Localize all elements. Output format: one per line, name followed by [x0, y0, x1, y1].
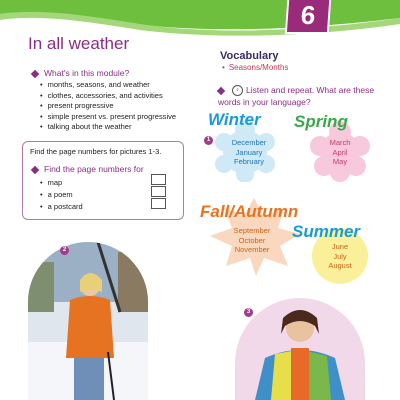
summer-months — [312, 242, 368, 271]
winter-months — [218, 138, 280, 167]
summer-word: Summer — [292, 222, 361, 241]
find-intro: Find the page numbers for pictures 1-3. — [30, 147, 162, 156]
diamond-bullet-icon — [217, 87, 225, 95]
fall-months — [220, 226, 284, 255]
photo-skier — [28, 242, 148, 400]
winter-word: Winter — [208, 110, 261, 129]
answer-box-poem[interactable] — [151, 186, 166, 197]
page-title: In all weather — [28, 34, 130, 53]
fall-word: Fall/Autumn — [200, 202, 299, 221]
month-label: August — [328, 261, 352, 270]
audio-icon: ♪ — [232, 85, 243, 96]
bullet-icon: • — [222, 63, 225, 72]
vocabulary-subtitle — [222, 63, 288, 72]
woman-illustration — [235, 298, 365, 400]
module-list — [40, 80, 176, 133]
list-item: • clothes, accessories, and activities — [40, 91, 176, 102]
spring-months — [310, 138, 370, 167]
find-list — [40, 177, 83, 213]
list-item: • map — [40, 177, 83, 189]
month-label: April — [332, 147, 348, 157]
skier-illustration — [28, 242, 148, 400]
list-item: • simple present vs. present progressive — [40, 112, 176, 123]
module-heading — [32, 68, 129, 78]
listen-instruction — [218, 84, 388, 108]
list-item: • months, seasons, and weather — [40, 80, 176, 91]
month-label: November — [234, 245, 270, 254]
list-item: • a postcard — [40, 201, 83, 213]
month-label: July — [333, 251, 347, 261]
picture-number-badge: 2 — [60, 246, 69, 255]
spring-word: Spring — [294, 112, 348, 131]
diamond-bullet-icon — [31, 166, 39, 174]
month-label: February — [233, 157, 264, 166]
answer-box-map[interactable] — [151, 174, 166, 185]
vocabulary-title: Vocabulary — [220, 50, 279, 62]
month-label: January — [235, 147, 263, 157]
photo-woman-jacket — [235, 298, 365, 400]
list-item: • a poem — [40, 189, 83, 201]
picture-number-badge: 1 — [204, 136, 213, 145]
list-item: • present progressive — [40, 101, 176, 112]
answer-box-postcard[interactable] — [151, 198, 166, 209]
vocabulary-subtitle-text: Seasons/Months — [228, 63, 289, 72]
month-label: September — [233, 226, 271, 235]
month-label: March — [329, 138, 351, 147]
month-label: June — [331, 242, 349, 251]
month-label: May — [332, 157, 348, 166]
month-label: October — [238, 235, 266, 245]
unit-number-badge: 6 — [285, 0, 331, 34]
list-item: • talking about the weather — [40, 122, 176, 133]
picture-number-badge: 3 — [244, 308, 253, 317]
find-heading — [32, 164, 144, 174]
listen-instruction-text: Listen and repeat. What are these words in your language? — [218, 85, 375, 108]
find-heading-text: Find the page numbers for — [44, 164, 144, 174]
module-heading-text: What's in this module? — [44, 68, 130, 78]
month-label: December — [231, 138, 267, 147]
diamond-bullet-icon — [31, 70, 39, 78]
